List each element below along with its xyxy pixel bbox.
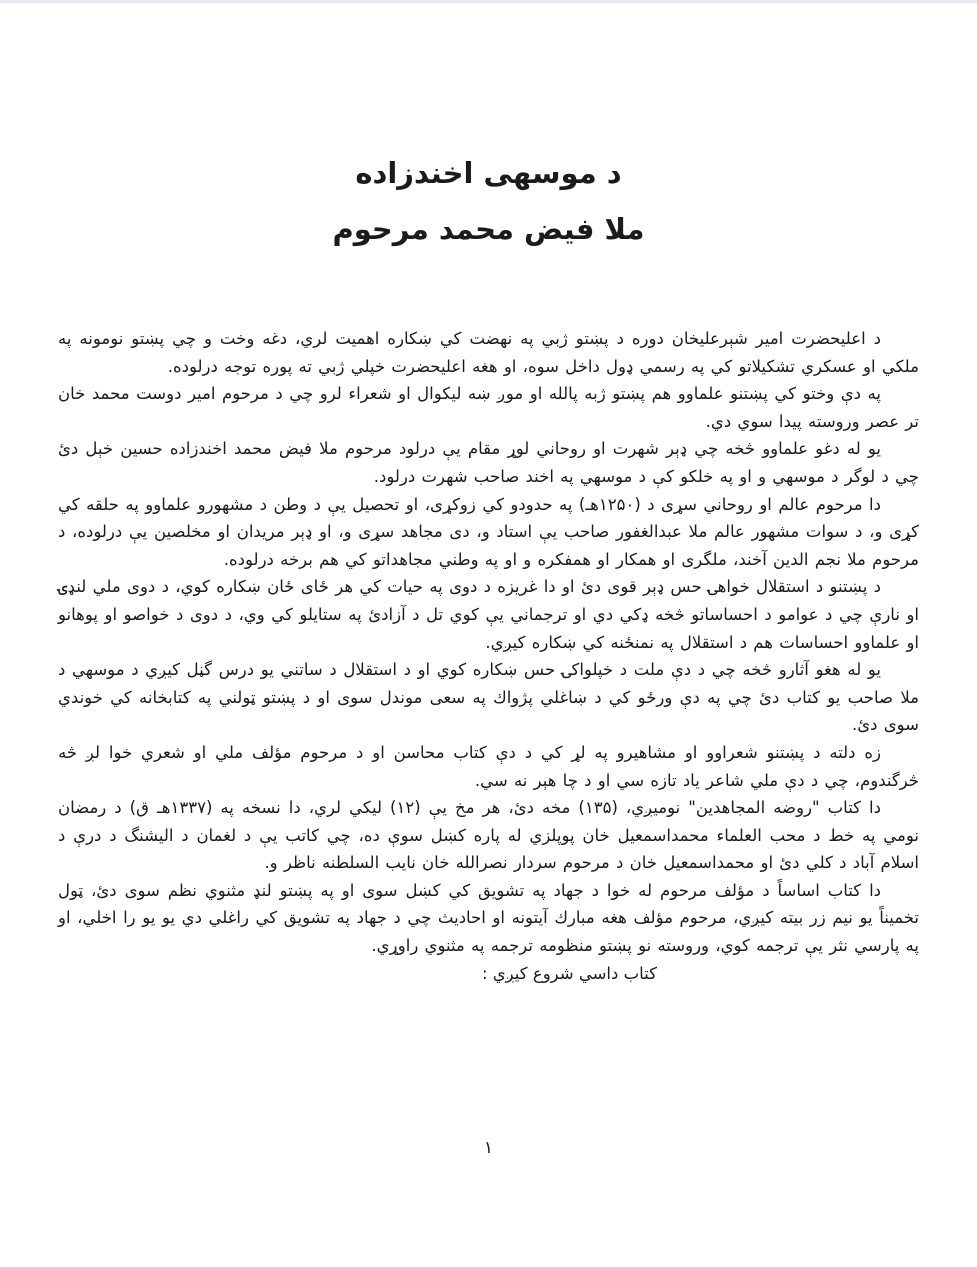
closing-line: كتاب داسي شروع كيږي : xyxy=(481,963,657,983)
page-title-line-1: د موسهی اخندزاده xyxy=(355,156,622,190)
paragraph: دا كتاب "روضه المجاهدين" نوميږي، (۱۳۵) مخه دئ، هر مخ يې (۱۲) ليكي لري، دا نسخه په (۱۳۳۷هـ ق) د رمضان نومي په خط د محب العلماء محمداسمعيل خان پوپلزي له پاره كښل سوې ده، چي كاتب يې د لغمان د اليشنگ د درې د اسلام آباد د كلي دئ او محمداسمعيل خان د مرحوم سردار نصرالله خان نايب السلطنه ناظر و. xyxy=(58,798,919,873)
paragraph: زه دلته د پښتنو شعراوو او مشاهيرو په لړ كي د دې كتاب محاسن او د مرحوم مؤلف ملي او شعري خوا لږ څه څرگندوم، چي د دې ملي شاعر ياد تازه سي او د چا هېر نه سي. xyxy=(58,742,919,790)
title-block xyxy=(58,145,919,257)
paragraph: د پښتنو د استقلال خواهۍ حس ډېر قوی دئ او دا غريزه د دوی په حيات كي هر ځای ځان ښكاره كوي، د دوی ملي لنډۍ او نارې چي د عوامو د احساساتو څخه ډكي دي او ترجماني يې كوي تل د آزادئ په ستايلو كي وي، د دوی د خواصو او پوهانو او علماوو احساسات هم د استقلال په نمنځنه كي ښكاره كيږي. xyxy=(58,577,919,652)
paragraph: په دې وختو كي پښتنو علماوو هم پښتو ژبه پالله او موږ ښه ليكوال او شعراء لرو چي د مرحوم امير دوست محمد خان تر عصر وروسته پيدا سوي دي. xyxy=(58,384,919,431)
paragraph: دا كتاب اساساً د مؤلف مرحوم له خوا د جهاد په تشويق كي كښل سوی او په پښتو لنډ مثنوي نظم سوی دئ، ټول تخميناً يو نيم زر بيته كيږي، مرحوم مؤلف هغه مبارك آيتونه او احاديث چي د جهاد په تشويق كي راغلي دي يو يو را اخلي، او په پارسي نثر يې ترجمه كوي، وروسته نو پښتو منظومه ترجمه په مثنوي راوړي. xyxy=(58,880,919,956)
paragraph: دا مرحوم عالم او روحاني سړی د (۱۲۵۰هـ) په حدودو كي زوكړی، او تحصيل يې د وطن د مشهورو علماوو په حلقه كي كړی و، د سوات مشهور عالم ملا عبدالغفور صاحب يې استاد و، دی مجاهد سړی و، او ډېر مريدان او مخلصين يې درلوده، د مرحوم ملا نجم الدين آخند، ملگری او همكار او همفكره و او په وطني مجاهداتو كي هم برخه درلوده. xyxy=(58,494,919,569)
document-body xyxy=(58,325,919,960)
paragraph: د اعليحضرت امير شېرعليخان دوره د پښتو ژبي په نهضت كي ښكاره اهميت لري، دغه وخت و چي پښتو نومونه په ملكي او عسكري تشكيلاتو كي په رسمي ډول داخل سوه، او هغه اعليحضرت خپلي ژبي ته پوره توجه درلوده. xyxy=(58,329,919,376)
paragraph: يو له دغو علماوو څخه چي ډېر شهرت او روحاني لوړ مقام يې درلود مرحوم ملا فيض محمد اخندزاده حسين خېل دئ چي د لوگر د موسهي و او په خلكو كې د موسهي په اخند صاحب شهرت درلود. xyxy=(58,439,919,486)
page-title-line-2: ملا فیض محمد مرحوم xyxy=(332,212,645,246)
page-number: ۱ xyxy=(483,1138,494,1158)
paragraph: يو له هغو آثارو څخه چي د دې ملت د خپلواكۍ حس ښكاره كوي او د استقلال د ساتني يو درس گڼل كيږي د موسهي د ملا صاحب يو كتاب دئ چي په دې ورځو كي د ښاغلي پژواك په سعی موندل سوی او د پښتو ټولني په كتابخانه كي خوندي سوی دئ. xyxy=(58,660,919,735)
page-content xyxy=(58,3,919,987)
